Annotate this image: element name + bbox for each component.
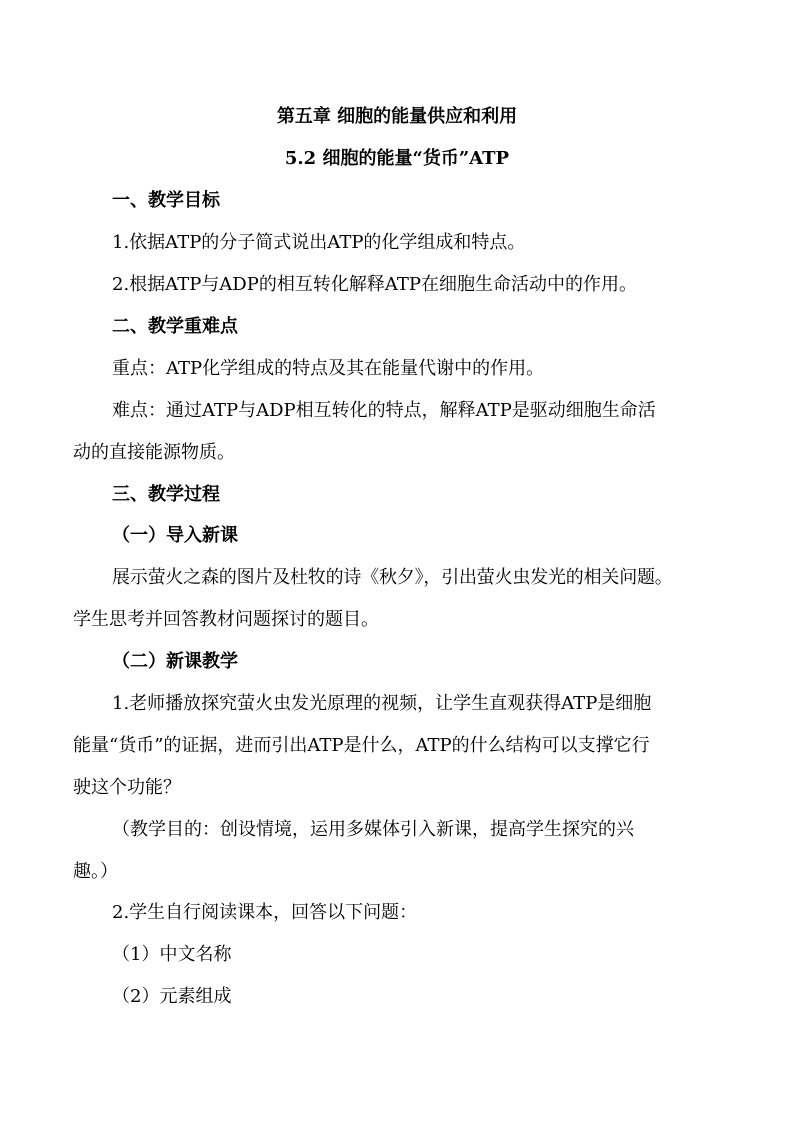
difficult-point-line-2: 动的直接能源物质。 — [73, 442, 235, 463]
heading-process: 三、教学过程 — [112, 484, 220, 505]
key-point-text: 重点：ATP化学组成的特点及其在能量代谢中的作用。 — [112, 358, 545, 379]
question-item-2: （2）元素组成 — [112, 986, 232, 1007]
subheading-teaching: （二）新课教学 — [112, 651, 238, 672]
difficult-point-line-1: 难点：通过ATP与ADP相互转化的特点，解释ATP是驱动细胞生命活 — [112, 400, 656, 421]
teaching-paragraph-1-line-2: 能量“货币”的证据，进而引出ATP是什么，ATP的什么结构可以支撑它行 — [73, 735, 650, 756]
heading-key-points: 二、教学重难点 — [112, 316, 238, 337]
teaching-note-line-1: （教学目的：创设情境，运用多媒体引入新课，提高学生探究的兴 — [112, 819, 634, 840]
objective-item-1: 1.依据ATP的分子简式说出ATP的化学组成和特点。 — [112, 232, 526, 253]
chapter-title: 第五章 细胞的能量供应和利用 — [276, 106, 518, 127]
teaching-note-line-2: 趣。） — [73, 861, 118, 882]
section-title: 5.2 细胞的能量“货币”ATP — [284, 148, 510, 169]
subheading-intro: （一）导入新课 — [112, 525, 238, 546]
objective-item-2: 2.根据ATP与ADP的相互转化解释ATP在细胞生命活动中的作用。 — [112, 274, 637, 295]
teaching-paragraph-1-line-1: 1.老师播放探究萤火虫发光原理的视频，让学生直观获得ATP是细胞 — [112, 693, 652, 714]
teaching-paragraph-1-line-3: 驶这个功能？ — [73, 777, 181, 798]
intro-paragraph-line-2: 学生思考并回答教材问题探讨的题目。 — [73, 609, 379, 630]
intro-paragraph-line-1: 展示萤火之森的图片及杜牧的诗《秋夕》，引出萤火虫发光的相关问题。 — [112, 567, 673, 588]
question-item-1: （1）中文名称 — [112, 944, 232, 965]
heading-objectives: 一、教学目标 — [112, 190, 220, 211]
teaching-paragraph-2: 2.学生自行阅读课本，回答以下问题： — [112, 902, 418, 923]
